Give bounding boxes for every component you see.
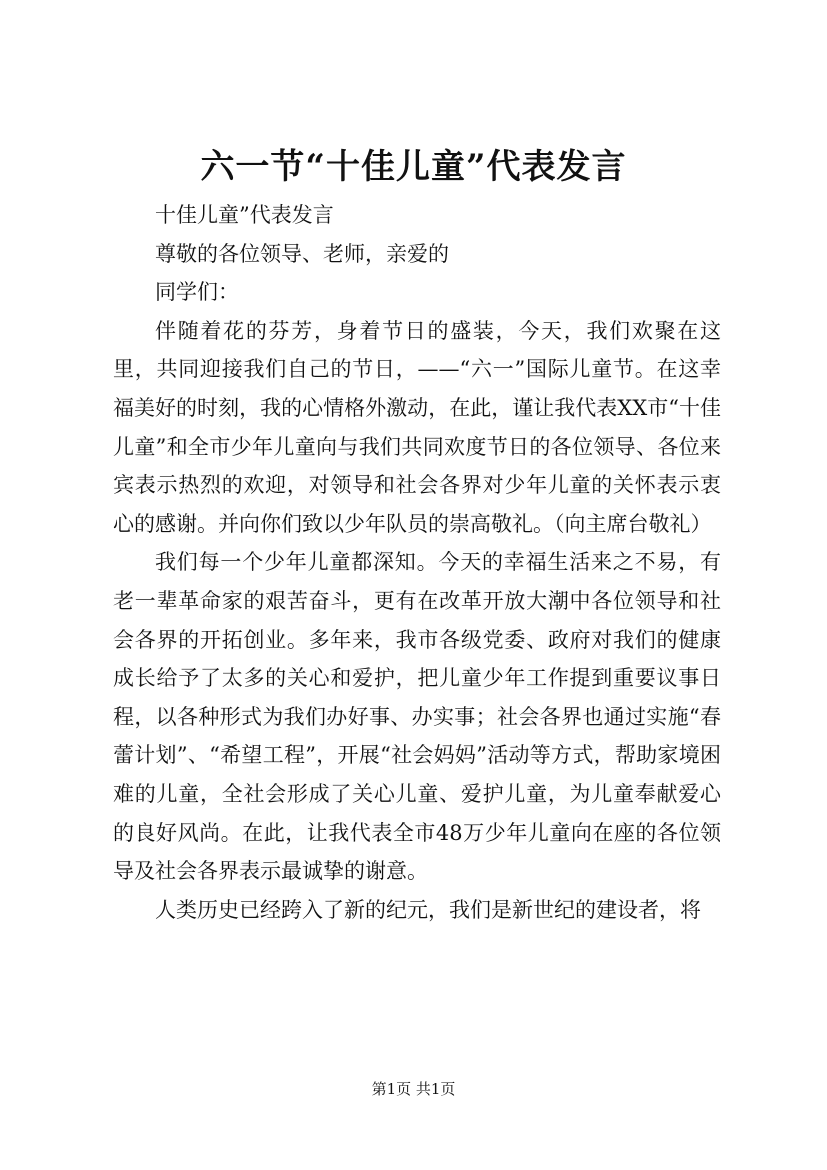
page-number-footer: 第1页 共1页 <box>371 1080 456 1098</box>
paragraph: 我们每一个少年儿童都深知。今天的幸福生活来之不易，有老一辈革命家的艰苦奋斗，更有在改革开放大潮中各位领导和社会各界的开拓创业。多年来，我市各级党委、政府对我们的健康成长给予了太多的关心和爱护，把儿童少年工作提到重要议事日程，以各种形式为我们办好事、办实事；社会各界也通过实施“春蕾计划”、“希望工程”，开展“社会妈妈”活动等方式，帮助家境困难的儿童，全社会形成了关心儿童、爱护儿童，为儿童奉献爱心的良好风尚。在此，让我代表全市48万少年儿童向在座的各位领导及社会各界表示最诚挚的谢意。 <box>113 550 721 884</box>
document-title: 六一节“十佳儿童”代表发言 <box>200 147 627 187</box>
paragraph: 人类历史已经跨入了新的纪元，我们是新世纪的建设者，将 <box>155 897 701 922</box>
document-body <box>113 196 721 929</box>
paragraph: 同学们： <box>155 280 239 305</box>
paragraph: 尊敬的各位领导、老师，亲爱的 <box>155 241 449 266</box>
paragraph: 伴随着花的芬芳，身着节日的盛装，今天，我们欢聚在这里，共同迎接我们自己的节日，——“六一”国际儿童节。在这幸福美好的时刻，我的心情格外激动，在此，谨让我代表XX市“十佳儿童”和全市少年儿童向与我们共同欢度节日的各位领导、各位来宾表示热烈的欢迎，对领导和社会各界对少年儿童的关怀表示衷心的感谢。并向你们致以少年队员的崇高敬礼。（向主席台敬礼） <box>113 318 721 536</box>
paragraph: 十佳儿童”代表发言 <box>155 203 334 227</box>
